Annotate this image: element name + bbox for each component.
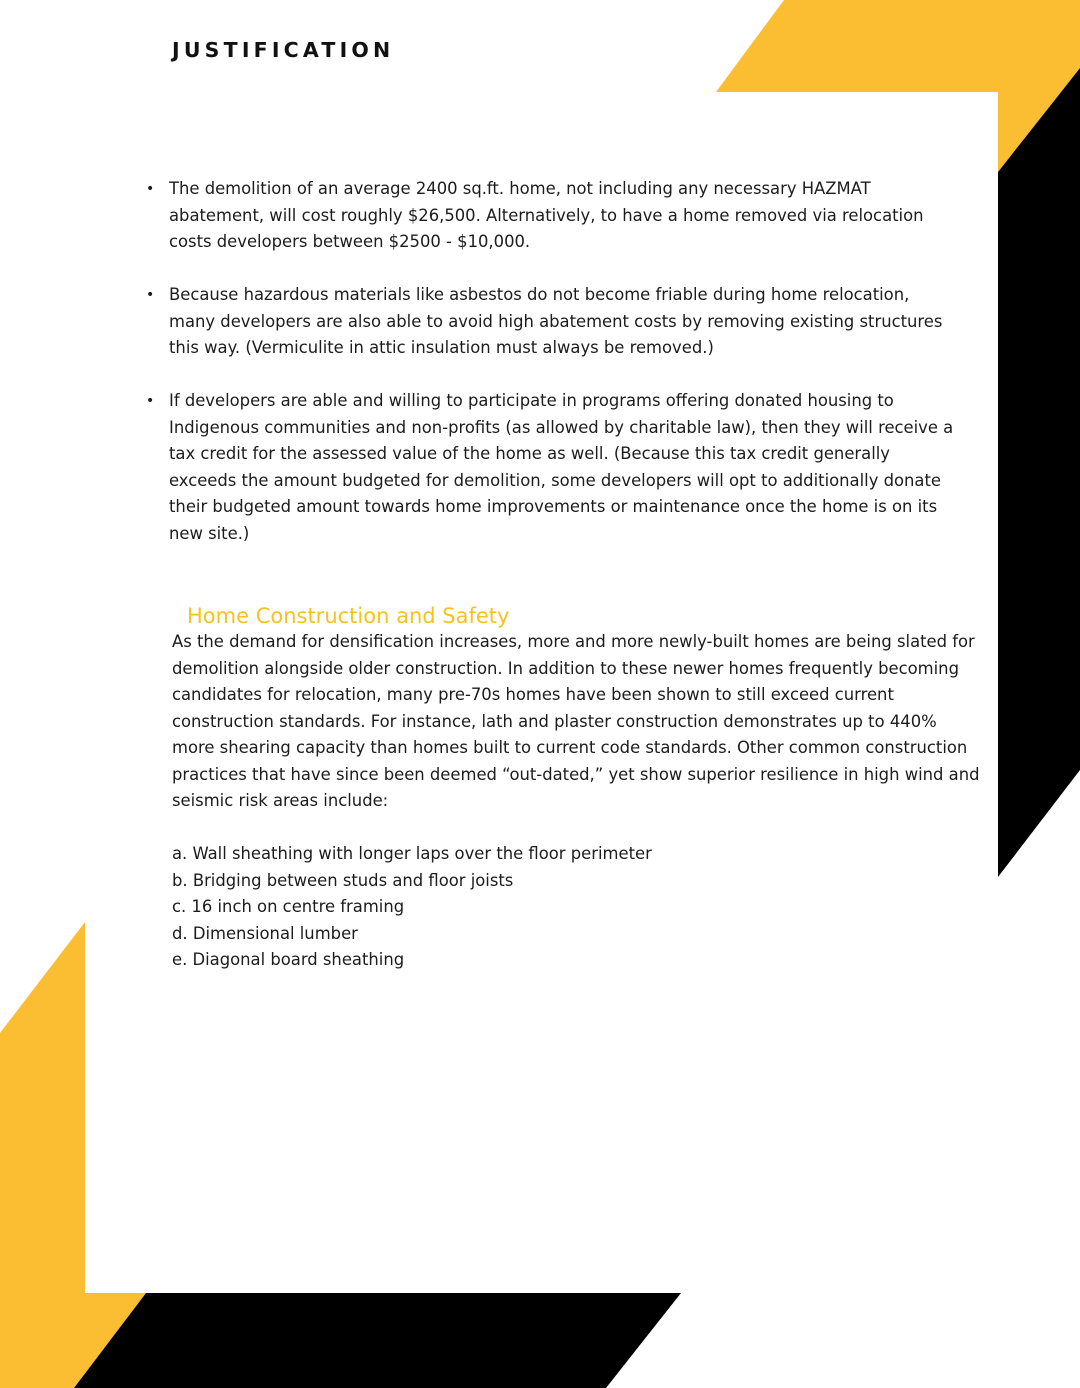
bullet-text: If developers are able and willing to participate in programs offering donated housing to Indigenous communities and non-profits (as allowed by charitable law), then they will receive a tax credit for the assessed value of the home as well. (Because this tax credit generally exceeds the amount budgeted for demolition, some developers will opt to additionally donate their budgeted amount towards home improvements or maintenance once the home is on its new site.) — [169, 391, 954, 543]
bullet-item — [146, 282, 959, 362]
page-title: JUSTIFICATION — [172, 38, 395, 62]
list-item: c. 16 inch on centre framing — [172, 897, 405, 916]
bullet-text: Because hazardous materials like asbestos do not become friable during home relocation, many developers are also able to avoid high abatement costs by removing existing structures this way. (Vermiculite in attic insulation must always be removed.) — [169, 285, 943, 357]
bullet-marker: • — [146, 393, 155, 409]
bullet-marker: • — [146, 181, 155, 197]
bottom-left-yellow-shape — [0, 922, 146, 1388]
construction-practices-list — [172, 841, 980, 974]
list-item: b. Bridging between studs and floor joists — [172, 870, 514, 890]
bullet-item — [146, 388, 959, 547]
section-body-text: As the demand for densification increases, more and more newly-built homes are being slated for demolition alongside older construction. In addition to these newer homes frequently becoming candidates for relocation, many pre-70s homes have been shown to still exceed current construction standards. For instance, lath and plaster construction demonstrates up to 440% more shearing capacity than homes built to current code standards. Other common construction practices that have since been deemed “out-dated,” yet show superior resilience in high wind and seismic risk areas include: — [172, 632, 980, 810]
top-right-black-shape — [998, 68, 1080, 877]
bullet-text: The demolition of an average 2400 sq.ft. home, not including any necessary HAZMAT abatement, will cost roughly $26,500. Alternatively, to have a home removed via relocation costs developers between $2500 - $10,000. — [169, 179, 924, 251]
list-item: a. Wall sheathing with longer laps over the floor perimeter — [172, 844, 652, 863]
bottom-left-black-shape — [74, 1293, 681, 1388]
section-heading: Home Construction and Safety — [187, 604, 510, 628]
list-item: d. Dimensional lumber — [172, 923, 358, 943]
bullet-marker: • — [146, 287, 155, 303]
justification-bullet-list — [146, 176, 959, 574]
bullet-item — [146, 176, 959, 256]
list-item: e. Diagonal board sheathing — [172, 950, 405, 969]
home-construction-section — [172, 603, 980, 974]
